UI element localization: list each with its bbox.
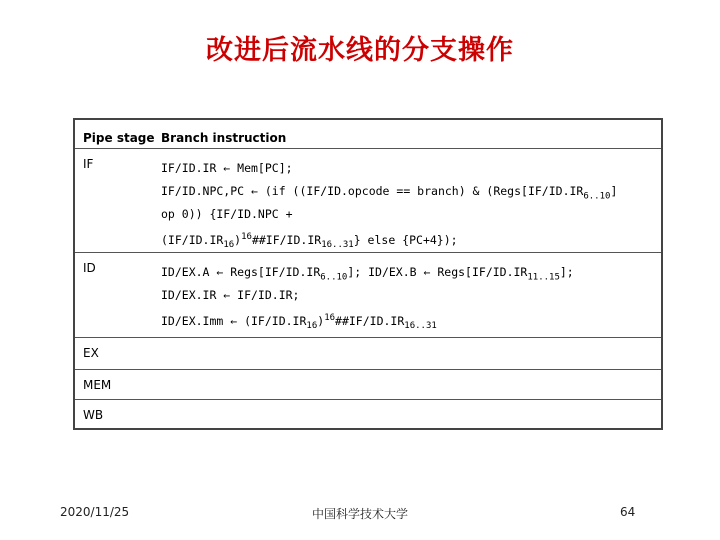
- instruction-line: op 0)) {IF/ID.NPC +: [161, 207, 293, 222]
- slide-title: 改进后流水线的分支操作: [206, 35, 514, 66]
- table-row-ex: [75, 337, 661, 369]
- stage-label: MEM: [75, 369, 161, 399]
- instruction-line: $(IF/ID.IR_{16})^{16}\#\#IF/ID.IR_{16..31}$} else {PC+4});: [161, 232, 458, 251]
- table-row-wb: [75, 399, 661, 428]
- table-row-mem: [75, 369, 661, 399]
- instruction-cell: [161, 253, 661, 337]
- instruction-line: ID/EX.A ← $Regs[IF/ID.IR_{6..10}]$; ID/EX.B ← $Regs[IF/ID.IR_{11..15}]$;: [161, 265, 574, 283]
- footer-page-number: 64: [620, 505, 636, 519]
- instruction-line: ID/EX.Imm ← $(IF/ID.IR_{16})^{16}\#\#IF/ID.IR_{16..31}$: [161, 313, 437, 332]
- header-branch-instruction: Branch instruction: [161, 120, 661, 149]
- table-header-row: [75, 120, 661, 149]
- footer-date: 2020/11/25: [60, 505, 130, 519]
- pipeline-table: [75, 120, 661, 428]
- instruction-cell: [161, 369, 661, 399]
- instruction-line: IF/ID.IR ← Mem[PC];: [161, 161, 293, 176]
- instruction-cell: [161, 149, 661, 253]
- stage-label: WB: [83, 407, 104, 422]
- footer-organization: 中国科学技术大学: [311, 507, 408, 521]
- table-row-if: [75, 149, 661, 253]
- header-pipe-stage: Pipe stage: [75, 120, 161, 149]
- instruction-line: ID/EX.IR ← IF/ID.IR;: [161, 288, 300, 303]
- instruction-cell: [161, 399, 661, 428]
- stage-label: IF: [75, 149, 161, 253]
- instruction-line: IF/ID.NPC,PC ← (if ((IF/ID.opcode == branch) & ($Regs[IF/ID.IR_{6..10}]$: [161, 184, 618, 202]
- stage-label: ID: [75, 253, 161, 337]
- branch-pipeline-table: [73, 118, 663, 430]
- instruction-cell: [161, 337, 661, 369]
- stage-label: EX: [75, 337, 161, 369]
- table-row-id: [75, 253, 661, 337]
